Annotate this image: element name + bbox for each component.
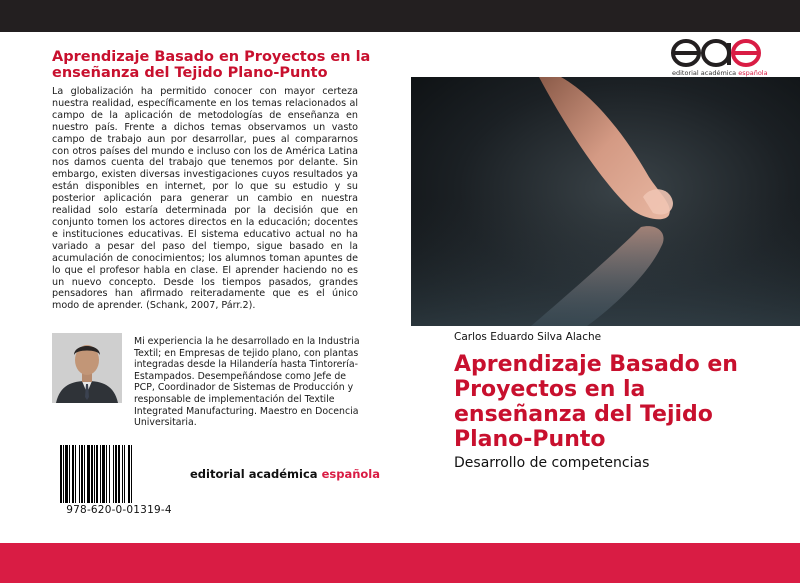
- author-photo: [52, 333, 122, 403]
- publisher-name-back: [190, 467, 380, 481]
- top-band: [0, 0, 800, 32]
- barcode-icon: [58, 445, 180, 503]
- author-bio: Mi experiencia la he desarrollado en la Industria Textil; en Empresas de tejido plano, con plantas integradas desde la Hilandería hasta Tintorería-Estampados. Desempeñándose como Jefe de PCP, Coordinador de Sistemas de Producción y responsable de implementación del Textile Integrated Manufacturing. Maestro en Docencia Universitaria.: [134, 336, 360, 429]
- publisher-name-main: editorial académica: [190, 467, 322, 481]
- logo-caption-accent: española: [738, 69, 768, 77]
- logo-caption: [672, 69, 768, 77]
- cover-image-finger: [411, 77, 800, 326]
- eae-logo-icon: [670, 37, 762, 69]
- isbn-number: 978-620-0-01319-4: [66, 504, 172, 516]
- front-cover-subtitle: Desarrollo de competencias: [454, 455, 650, 471]
- author-name: Carlos Eduardo Silva Alache: [454, 331, 602, 343]
- back-cover-blurb: La globalización ha permitido conocer con mayor certeza nuestra realidad, específicamente en los temas relacionados al campo de la aplicación de metodologías de enseñanza en nuestro país. Frente a dichos temas observamos un vasto campo de trabajo aun por desarrollar, pues al compararnos con otros países del mundo e incluso con los de América Latina nos damos cuenta del trabajo que tenemos por delante. Sin embargo, existen diversas investigaciones cuyos resultados ya están disponibles en internet, por lo que su estudio y su posterior aplicación para generar un cambio en nuestra realidad solo estaría determinada por la decisión que en conjunto tomen los actores directos en la educación; docentes e instituciones educativas. El sistema educativo actual no ha variado a pesar del paso del tiempo, sigue basado en la acumulación de conocimientos; los alumnos toman apuntes de lo que el profesor habla en clase. El aprender haciendo no es un nuevo concepto. Desde los tiempos pasados, grandes pensadores han afirmado reiteradamente que es el único modo de aprender. (Schank, 2007, Párr.2).: [52, 86, 358, 312]
- bottom-band: [0, 543, 800, 583]
- publisher-name-accent: española: [321, 467, 381, 481]
- logo-caption-main: editorial académica: [672, 69, 739, 77]
- back-cover-title: Aprendizaje Basado en Proyectos en la enseñanza del Tejido Plano-Punto: [52, 49, 371, 81]
- front-cover-title: Aprendizaje Basado en Proyectos en la enseñanza del Tejido Plano-Punto: [454, 352, 738, 452]
